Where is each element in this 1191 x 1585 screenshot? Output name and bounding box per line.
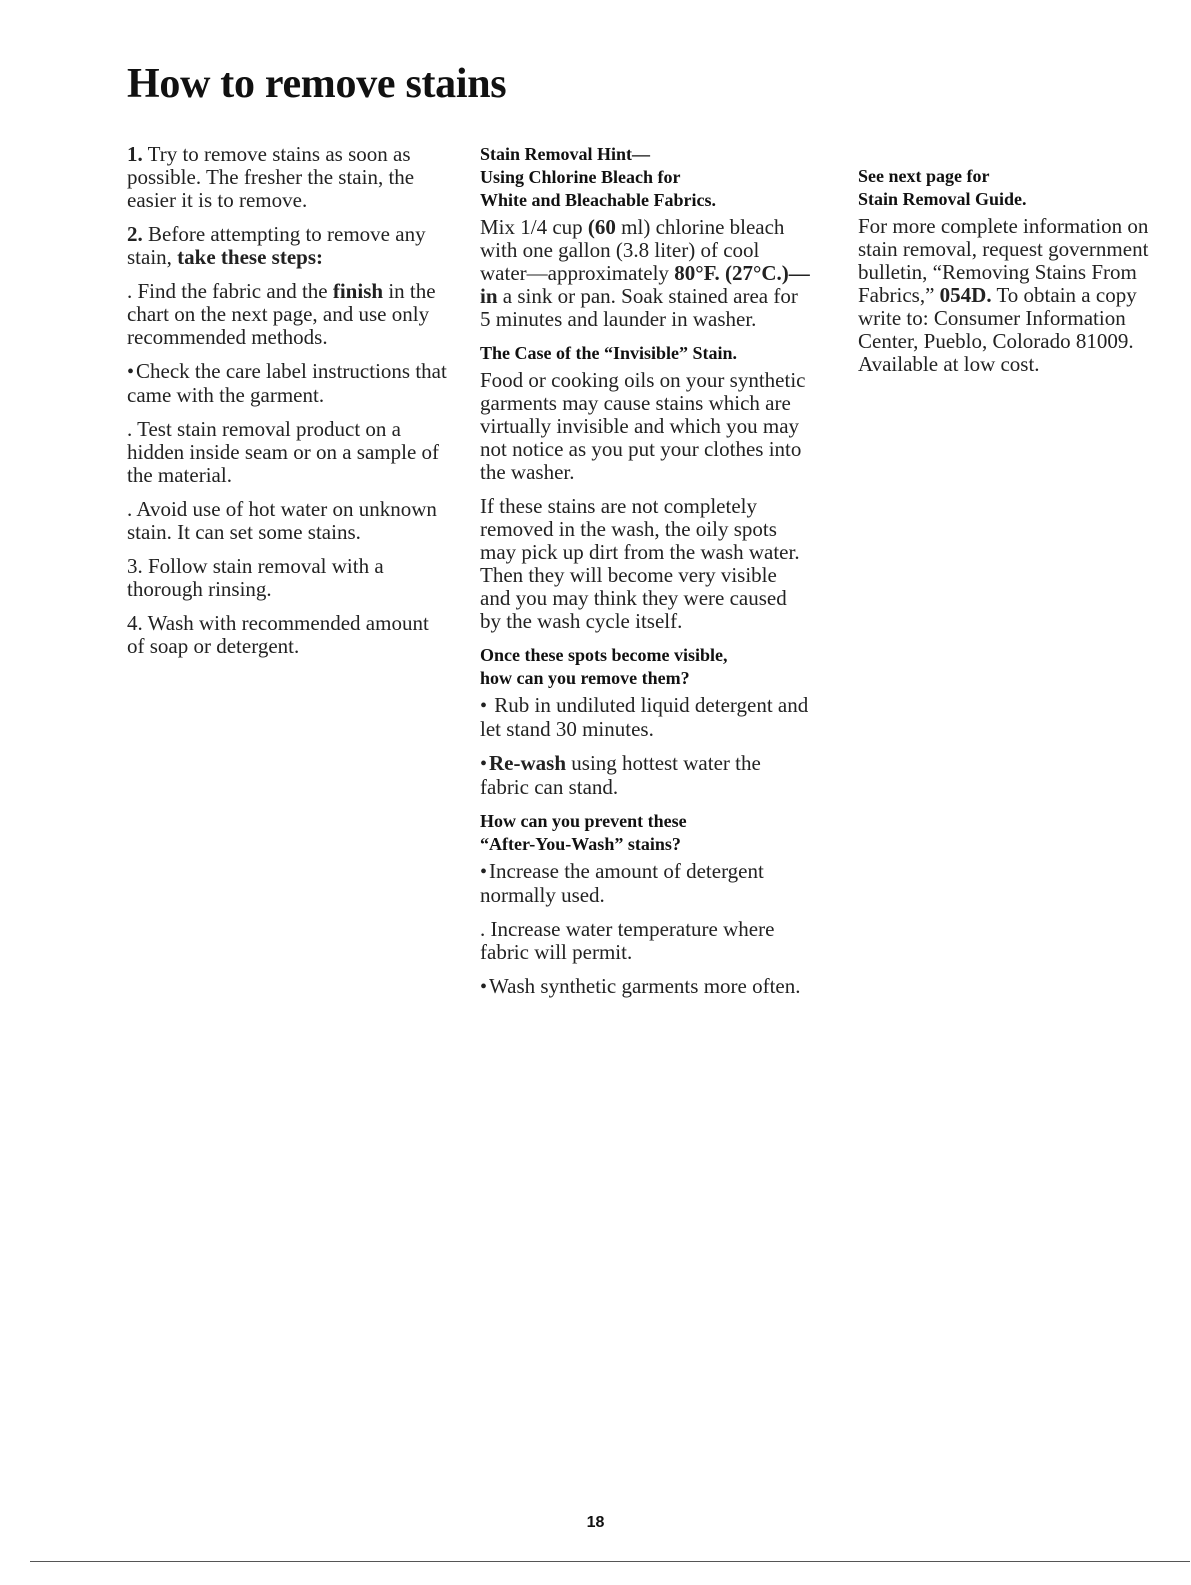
column-left bbox=[127, 143, 447, 669]
bullet-text: Find the fabric and the bbox=[132, 279, 333, 303]
bullet-mark: . bbox=[480, 917, 486, 941]
bullet-text: Avoid use of hot water on unknown stain. It can set some stains. bbox=[127, 497, 437, 544]
bulletin-paragraph bbox=[858, 215, 1163, 376]
bullet-text: Rub in undiluted liquid detergent and let stand 30 minutes. bbox=[480, 693, 809, 741]
bullet-text: Increase the amount of detergent normally used. bbox=[480, 859, 764, 907]
bullet-rub-detergent bbox=[480, 694, 810, 741]
bullet-avoid-hot-water bbox=[127, 498, 447, 544]
step-2-text: Before attempting to remove any stain, bbox=[127, 222, 426, 269]
step-1-number: 1. bbox=[127, 142, 143, 166]
heading-line: “After-You-Wash” stains? bbox=[480, 834, 681, 854]
heading-remove-spots bbox=[480, 644, 810, 690]
bleach-bold-temperature: 80°F. (27°C.)—in bbox=[480, 261, 810, 308]
bullet-dot-icon: • bbox=[480, 695, 488, 717]
bleach-text: Mix 1/4 cup bbox=[480, 215, 588, 239]
invisible-stain-paragraph-1: Food or cooking oils on your synthetic garments may cause stains which are virtually invisible and which you may not notice as you put your clothes into the washer. bbox=[480, 368, 806, 484]
heading-line: How can you prevent these bbox=[480, 811, 687, 831]
bullet-text: Check the care label instructions that came with the garment. bbox=[127, 359, 447, 407]
step-2-number: 2. bbox=[127, 222, 143, 246]
bullet-wash-more-often bbox=[480, 975, 810, 999]
invisible-stain-paragraph-2: If these stains are not completely removed in the wash, the oily spots may pick up dirt from the wash water. Then they will become very visible and you may think they were caused by the wash cycle itself. bbox=[480, 494, 800, 633]
bottom-divider bbox=[30, 1561, 1190, 1562]
heading-line: Using Chlorine Bleach for bbox=[480, 167, 681, 187]
page-number: 18 bbox=[586, 1514, 605, 1531]
heading-line: Stain Removal Hint— bbox=[480, 144, 651, 164]
bullet-text: using hottest water the fabric can stand. bbox=[480, 751, 761, 799]
bullet-rewash bbox=[480, 752, 810, 799]
bullet-text: Wash synthetic garments more often. bbox=[489, 974, 801, 998]
heading-line: White and Bleachable Fabrics. bbox=[480, 190, 717, 210]
step-1-paragraph bbox=[127, 143, 447, 212]
bullet-text: Test stain removal product on a hidden inside seam or on a sample of the material. bbox=[127, 417, 440, 487]
step-3-paragraph: 3. Follow stain removal with a thorough rinsing. bbox=[127, 554, 384, 601]
bullet-bold-finish: finish bbox=[332, 279, 384, 303]
heading-prevent-stains bbox=[480, 810, 810, 856]
step-2-paragraph bbox=[127, 223, 447, 269]
heading-chlorine-bleach bbox=[480, 143, 810, 212]
bullet-bold-rewash: Re-wash bbox=[489, 751, 567, 775]
heading-see-next-page bbox=[858, 165, 1163, 211]
bullet-test-product bbox=[127, 418, 447, 487]
bullet-care-label bbox=[127, 360, 447, 407]
bullet-mark: . bbox=[127, 497, 133, 521]
bullet-mark: . bbox=[127, 417, 133, 441]
heading-invisible-stain: The Case of the “Invisible” Stain. bbox=[480, 343, 738, 363]
bullet-text: in the chart on the next page, and use only recommended methods. bbox=[127, 279, 436, 349]
bleach-bold: (60 bbox=[587, 215, 616, 239]
column-right bbox=[858, 165, 1163, 387]
bullet-dot-icon: • bbox=[480, 753, 488, 775]
step-4-paragraph: 4. Wash with recommended amount of soap or detergent. bbox=[127, 611, 429, 658]
step-1-text: Try to remove stains as soon as possible. The fresher the stain, the easier it is to remove. bbox=[127, 142, 415, 212]
bullet-dot-icon: • bbox=[480, 861, 488, 883]
bleach-text: a sink or pan. Soak stained area for 5 minutes and launder in washer. bbox=[480, 284, 798, 331]
bullet-increase-temperature bbox=[480, 918, 810, 964]
bullet-text: Increase water temperature where fabric will permit. bbox=[480, 917, 775, 964]
heading-line: See next page for bbox=[858, 166, 990, 186]
step-2-bold: take these steps: bbox=[177, 245, 323, 269]
heading-line: Stain Removal Guide. bbox=[858, 189, 1027, 209]
bleach-paragraph bbox=[480, 216, 810, 331]
bullet-mark: . bbox=[127, 279, 133, 303]
bulletin-number: 054D. bbox=[939, 283, 992, 307]
bullet-increase-detergent bbox=[480, 860, 810, 907]
page-title: How to remove stains bbox=[127, 61, 507, 107]
bullet-find-fabric bbox=[127, 280, 447, 349]
heading-line: how can you remove them? bbox=[480, 668, 690, 688]
bulletin-text: For more complete information on stain removal, request government bulletin, “Removing Stains From Fabrics,” bbox=[858, 214, 1149, 307]
bulletin-text: To obtain a copy write to: Consumer Information Center, Pueblo, Colorado 81009. Available at low cost. bbox=[858, 283, 1137, 376]
column-middle bbox=[480, 143, 810, 1010]
bullet-dot-icon: • bbox=[480, 976, 488, 998]
bullet-dot-icon: • bbox=[127, 361, 135, 383]
bleach-text: ml) chlorine bleach with one gallon (3.8 liter) of cool water—approximately bbox=[480, 215, 785, 285]
heading-line: Once these spots become visible, bbox=[480, 645, 728, 665]
